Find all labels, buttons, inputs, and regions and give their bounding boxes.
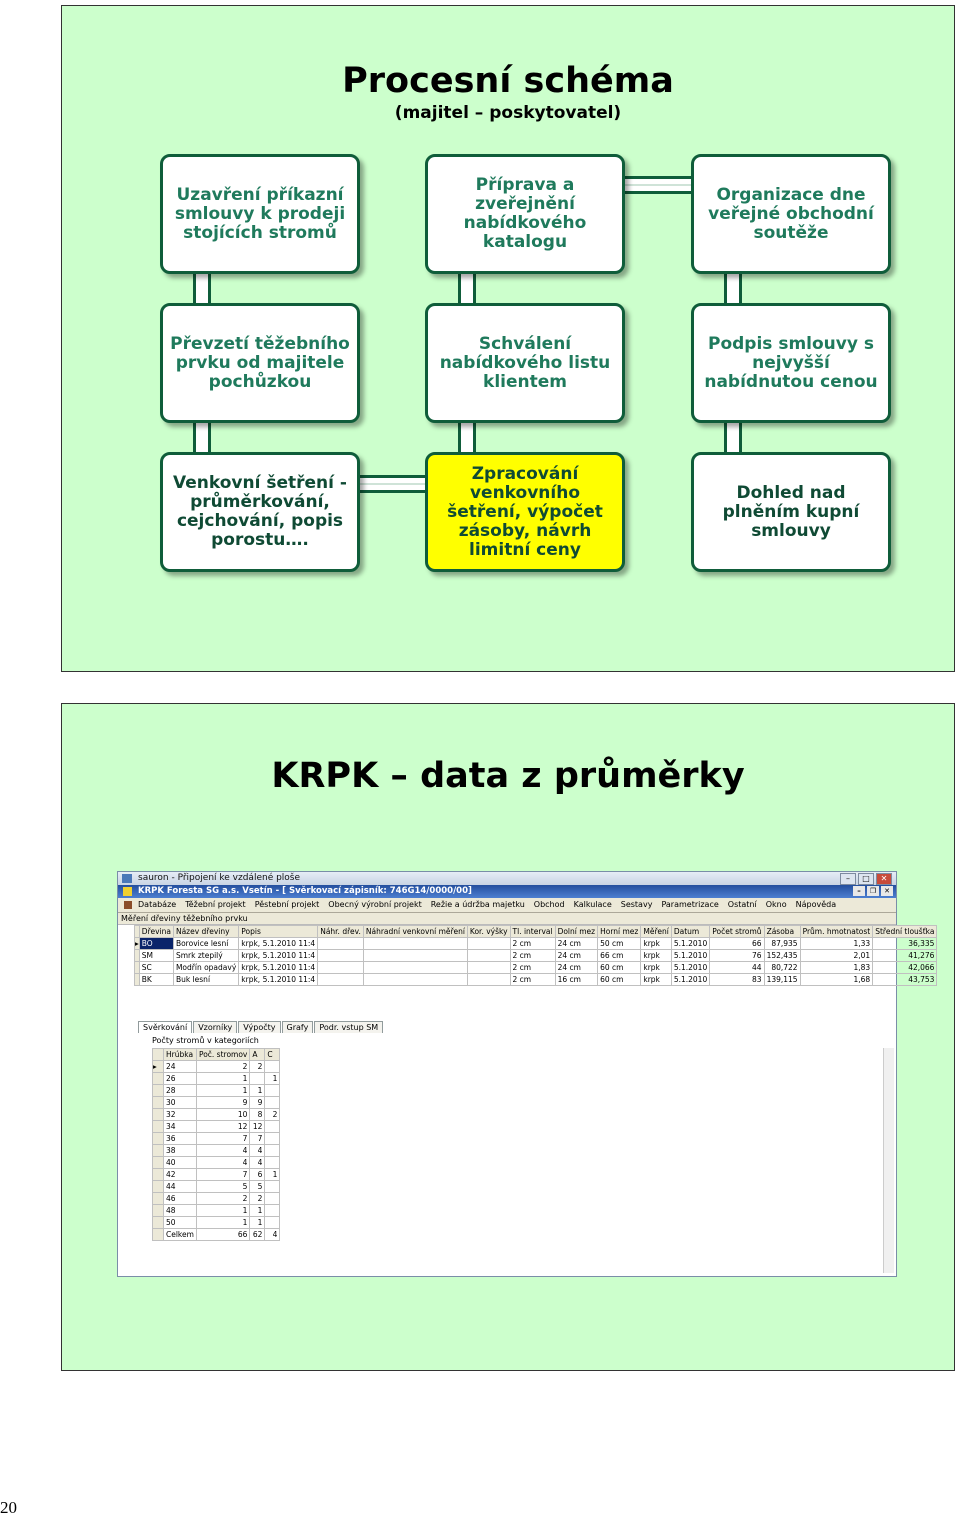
table-cell: 34 (164, 1121, 197, 1133)
column-header[interactable]: Datum (671, 926, 709, 938)
row-indicator (153, 1157, 164, 1169)
column-header[interactable]: Měření (641, 926, 671, 938)
table-cell: Modřín opadavý (173, 962, 238, 974)
column-header[interactable]: Název dřeviny (173, 926, 238, 938)
table-cell: 1 (196, 1217, 249, 1229)
row-indicator: ▸ (135, 939, 139, 948)
connector (458, 423, 476, 455)
table-row[interactable] (153, 1217, 280, 1229)
table-cell: 7 (250, 1133, 265, 1145)
table-cell: 24 cm (555, 938, 598, 950)
process-slide (61, 5, 955, 672)
table-cell: 24 cm (555, 962, 598, 974)
table-cell: 5.1.2010 (671, 974, 709, 986)
table-cell: krpk, 5.1.2010 11:4 (239, 938, 318, 950)
table-cell: 1 (196, 1205, 249, 1217)
table-cell: 40 (164, 1157, 197, 1169)
table-cell: 2 cm (510, 950, 555, 962)
table-row[interactable] (153, 1229, 280, 1241)
table-row[interactable] (135, 974, 937, 986)
column-header[interactable]: C (265, 1049, 280, 1061)
table-cell (250, 1073, 265, 1085)
table-cell (467, 950, 510, 962)
row-indicator (153, 1217, 164, 1229)
restore-icon[interactable]: ❐ (867, 886, 879, 896)
table-cell: 83 (710, 974, 764, 986)
tab[interactable]: Grafy (282, 1021, 314, 1033)
table-cell: 4 (250, 1157, 265, 1169)
table-cell: krpk, 5.1.2010 11:4 (239, 974, 318, 986)
menu-item[interactable]: Těžební projekt (185, 900, 246, 909)
table-cell (265, 1085, 280, 1097)
app-window-controls (853, 886, 893, 896)
column-header[interactable]: Dřevina (139, 926, 173, 938)
table-cell: Smrk ztepilý (173, 950, 238, 962)
row-indicator (153, 1145, 164, 1157)
process-step-1: Uzavření příkazní smlouvy k prodeji stojících stromů (160, 154, 360, 274)
table-cell: 12 (196, 1121, 249, 1133)
window-controls (840, 873, 892, 885)
table-cell: 1,33 (800, 938, 873, 950)
row-indicator: ▸ (153, 1061, 164, 1073)
menu-item[interactable]: Pěstební projekt (254, 900, 320, 909)
row-indicator (153, 1121, 164, 1133)
column-header[interactable]: Střední tloušťka (873, 926, 937, 938)
table-row[interactable] (153, 1205, 280, 1217)
column-header[interactable]: Dolní mez (555, 926, 598, 938)
table-cell: 8 (250, 1109, 265, 1121)
table-cell: 42,066 (873, 962, 937, 974)
table-cell (265, 1061, 280, 1073)
connector (724, 423, 742, 455)
table-cell: 1 (196, 1085, 249, 1097)
table-cell: 44 (710, 962, 764, 974)
table-cell (363, 938, 467, 950)
table-cell (318, 974, 364, 986)
column-header[interactable]: Hrúbka (164, 1049, 197, 1061)
column-header[interactable]: Horní mez (598, 926, 641, 938)
column-header[interactable]: A (250, 1049, 265, 1061)
column-header[interactable]: Prům. hmotnatost (800, 926, 873, 938)
table-cell: 7 (196, 1169, 249, 1181)
table-cell: 1 (250, 1085, 265, 1097)
process-step-4: Převzetí těžebního prvku od majitele pochůzkou (160, 303, 360, 423)
menu-item[interactable]: Parametrizace (661, 900, 719, 909)
table-cell: 4 (196, 1157, 249, 1169)
table-cell: krpk, 5.1.2010 11:4 (239, 950, 318, 962)
menu-item[interactable]: Nápověda (795, 900, 837, 909)
table-cell: 10 (196, 1109, 249, 1121)
table-cell: 139,115 (764, 974, 800, 986)
table-cell: 5 (250, 1181, 265, 1193)
connector (622, 176, 698, 194)
table-cell: krpk (641, 974, 671, 986)
table-cell: 1 (250, 1217, 265, 1229)
close-icon[interactable]: ✕ (876, 873, 892, 885)
tab[interactable]: Vzorníky (193, 1021, 237, 1033)
table-cell: 4 (250, 1145, 265, 1157)
row-indicator (153, 1049, 164, 1061)
table-cell: 60 cm (598, 962, 641, 974)
table-cell (265, 1121, 280, 1133)
page-number: 20 (0, 1498, 17, 1517)
table-cell: 2,01 (800, 950, 873, 962)
menu-item[interactable]: Režie a údržba majetku (430, 900, 525, 909)
table-cell: 2 cm (510, 974, 555, 986)
process-step-7: Venkovní šetření - průměrkování, cejchování, popis porostu…. (160, 452, 360, 572)
table-cell (467, 938, 510, 950)
table-cell (265, 1133, 280, 1145)
tab[interactable]: Svěrkování (138, 1021, 192, 1033)
minimize-icon[interactable]: – (840, 873, 856, 885)
table-cell: krpk (641, 938, 671, 950)
table-cell: 9 (250, 1097, 265, 1109)
remote-desktop-icon (122, 874, 132, 883)
table-cell (363, 974, 467, 986)
process-step-5: Schválení nabídkového listu klientem (425, 303, 625, 423)
table-cell (265, 1217, 280, 1229)
table-row[interactable] (153, 1169, 280, 1181)
table-row[interactable] (153, 1109, 280, 1121)
table-cell: Celkem (164, 1229, 197, 1241)
process-step-8-highlighted: Zpracování venkovního šetření, výpočet zásoby, návrh limitní ceny (425, 452, 625, 572)
menu-item[interactable]: Ostatní (727, 900, 757, 909)
row-indicator (153, 1181, 164, 1193)
table-cell: 5 (196, 1181, 249, 1193)
table-cell: 2 (196, 1193, 249, 1205)
table-cell: 24 cm (555, 950, 598, 962)
table-cell: 76 (710, 950, 764, 962)
table-cell: 1 (265, 1169, 280, 1181)
row-indicator (153, 1109, 164, 1121)
table-cell: 2 (196, 1061, 249, 1073)
species-table-wrap (134, 925, 937, 986)
minimize-icon[interactable]: – (853, 886, 865, 896)
table-cell: 30 (164, 1097, 197, 1109)
table-cell: 2 (250, 1061, 265, 1073)
table-cell: 7 (196, 1133, 249, 1145)
table-cell: 38 (164, 1145, 197, 1157)
column-header[interactable]: Náhradní venkovní měření (363, 926, 467, 938)
table-row[interactable] (153, 1157, 280, 1169)
app-screenshot (117, 871, 935, 1277)
menu-item[interactable]: Sestavy (620, 900, 653, 909)
table-cell: krpk (641, 950, 671, 962)
table-cell: 2 (265, 1109, 280, 1121)
table-cell: 2 cm (510, 962, 555, 974)
table-cell: BK (139, 974, 173, 986)
row-indicator (153, 1133, 164, 1145)
table-cell: 66 (196, 1229, 249, 1241)
menu-item[interactable]: Obecný výrobní projekt (328, 900, 422, 909)
process-step-3: Organizace dne veřejné obchodní soutěže (691, 154, 891, 274)
column-header[interactable]: Zásoba (764, 926, 800, 938)
table-cell (467, 962, 510, 974)
row-indicator (153, 1073, 164, 1085)
menu-item[interactable]: Databáze (138, 900, 177, 909)
menu-item[interactable]: Okno (765, 900, 787, 909)
table-cell (265, 1097, 280, 1109)
table-cell: krpk (641, 962, 671, 974)
table-cell (363, 950, 467, 962)
menu-item[interactable]: Kalkulace (573, 900, 612, 909)
table-cell: 152,435 (764, 950, 800, 962)
remote-desktop-titlebar: sauron - Připojení ke vzdálené ploše – □ ✕ (118, 872, 896, 885)
menu-item[interactable]: Obchod (533, 900, 565, 909)
table-cell: 5.1.2010 (671, 950, 709, 962)
tab-strip (138, 1021, 384, 1033)
table-cell (363, 962, 467, 974)
table-cell: 1 (250, 1205, 265, 1217)
table-cell (265, 1181, 280, 1193)
table-cell: 24 (164, 1061, 197, 1073)
table-cell: 5.1.2010 (671, 962, 709, 974)
slide-title: Procesní schéma (342, 61, 674, 101)
document-icon (124, 901, 132, 909)
process-step-6: Podpis smlouvy s nejvyšší nabídnutou cenou (691, 303, 891, 423)
table-cell: 41,276 (873, 950, 937, 962)
counts-caption: Počty stromů v kategoriích (152, 1036, 259, 1045)
app-titlebar: KRPK Foresta SG a.s. Vsetín - [ Svěrkovací zápisník: 746G14/0000/00] – ❐ ✕ (118, 885, 896, 898)
column-header[interactable]: Tl. interval (510, 926, 555, 938)
connector (357, 475, 433, 493)
table-cell: 50 (164, 1217, 197, 1229)
process-step-9: Dohled nad plněním kupní smlouvy (691, 452, 891, 572)
table-cell (318, 962, 364, 974)
table-cell: 4 (196, 1145, 249, 1157)
table-row[interactable] (153, 1085, 280, 1097)
column-header[interactable]: Počet stromů (710, 926, 764, 938)
table-cell: 80,722 (764, 962, 800, 974)
row-indicator (153, 1193, 164, 1205)
table-cell: 12 (250, 1121, 265, 1133)
table-cell (318, 938, 364, 950)
table-cell: 4 (265, 1229, 280, 1241)
table-cell: 16 cm (555, 974, 598, 986)
table-cell: 44 (164, 1181, 197, 1193)
table-cell: 46 (164, 1193, 197, 1205)
table-cell: SM (139, 950, 173, 962)
table-row[interactable] (153, 1097, 280, 1109)
table-cell: Borovice lesní (173, 938, 238, 950)
row-indicator (153, 1229, 164, 1241)
table-cell: 5.1.2010 (671, 938, 709, 950)
process-step-2: Příprava a zveřejnění nabídkového katalogu (425, 154, 625, 274)
table-row[interactable] (153, 1061, 280, 1073)
connector (724, 274, 742, 306)
connector (193, 274, 211, 306)
maximize-icon[interactable]: □ (858, 873, 874, 885)
column-header[interactable]: Kor. výšky (467, 926, 510, 938)
table-cell (265, 1157, 280, 1169)
table-row[interactable] (153, 1133, 280, 1145)
table-cell: 48 (164, 1205, 197, 1217)
table-cell: 50 cm (598, 938, 641, 950)
table-cell (265, 1145, 280, 1157)
section-caption: Měření dřeviny těžebního prvku (118, 913, 896, 925)
table-row[interactable] (135, 962, 937, 974)
tab[interactable]: Podr. vstup SM (314, 1021, 383, 1033)
row-indicator (153, 1097, 164, 1109)
tab[interactable]: Výpočty (238, 1021, 280, 1033)
table-cell (265, 1193, 280, 1205)
row-indicator (153, 1085, 164, 1097)
table-cell: 26 (164, 1073, 197, 1085)
table-row[interactable] (153, 1193, 280, 1205)
table-cell: 62 (250, 1229, 265, 1241)
table-cell: 42 (164, 1169, 197, 1181)
row-indicator (153, 1205, 164, 1217)
table-cell (318, 950, 364, 962)
table-row[interactable] (135, 938, 937, 950)
slide-title: KRPK – data z průměrky (271, 756, 745, 796)
species-table (134, 925, 937, 986)
table-cell (467, 974, 510, 986)
table-cell: 2 (250, 1193, 265, 1205)
table-cell: 2 cm (510, 938, 555, 950)
menu-bar (118, 898, 896, 913)
table-cell: 1,83 (800, 962, 873, 974)
table-row[interactable] (153, 1145, 280, 1157)
column-header[interactable]: Náhr. dřev. (318, 926, 364, 938)
close-icon[interactable]: ✕ (881, 886, 893, 896)
slide-subtitle: (majitel – poskytovatel) (394, 103, 622, 123)
counts-table (152, 1048, 280, 1241)
table-cell: 1 (265, 1073, 280, 1085)
table-cell: 6 (250, 1169, 265, 1181)
table-cell: krpk, 5.1.2010 11:4 (239, 962, 318, 974)
table-cell: 1 (196, 1073, 249, 1085)
connector (458, 274, 476, 306)
table-cell: 28 (164, 1085, 197, 1097)
krpk-slide (61, 703, 955, 1371)
table-cell: 43,753 (873, 974, 937, 986)
table-row[interactable] (153, 1073, 280, 1085)
table-row[interactable] (153, 1181, 280, 1193)
table-cell (265, 1205, 280, 1217)
table-cell: SC (139, 962, 173, 974)
table-row[interactable] (153, 1121, 280, 1133)
table-cell: 32 (164, 1109, 197, 1121)
table-cell: Buk lesní (173, 974, 238, 986)
connector (193, 423, 211, 455)
table-cell: 36,335 (873, 938, 937, 950)
table-cell: 9 (196, 1097, 249, 1109)
table-cell: 36 (164, 1133, 197, 1145)
table-row[interactable] (135, 950, 937, 962)
table-cell: 1,68 (800, 974, 873, 986)
app-icon (123, 887, 132, 896)
vertical-scrollbar[interactable] (883, 1048, 894, 1273)
row-indicator (153, 1169, 164, 1181)
table-cell: 66 (710, 938, 764, 950)
table-cell: BO (139, 938, 173, 950)
column-header[interactable]: Poč. stromov (196, 1049, 249, 1061)
table-cell: 60 cm (598, 974, 641, 986)
column-header[interactable]: Popis (239, 926, 318, 938)
table-cell: 66 cm (598, 950, 641, 962)
table-cell: 87,935 (764, 938, 800, 950)
counts-table-wrap (152, 1048, 280, 1241)
